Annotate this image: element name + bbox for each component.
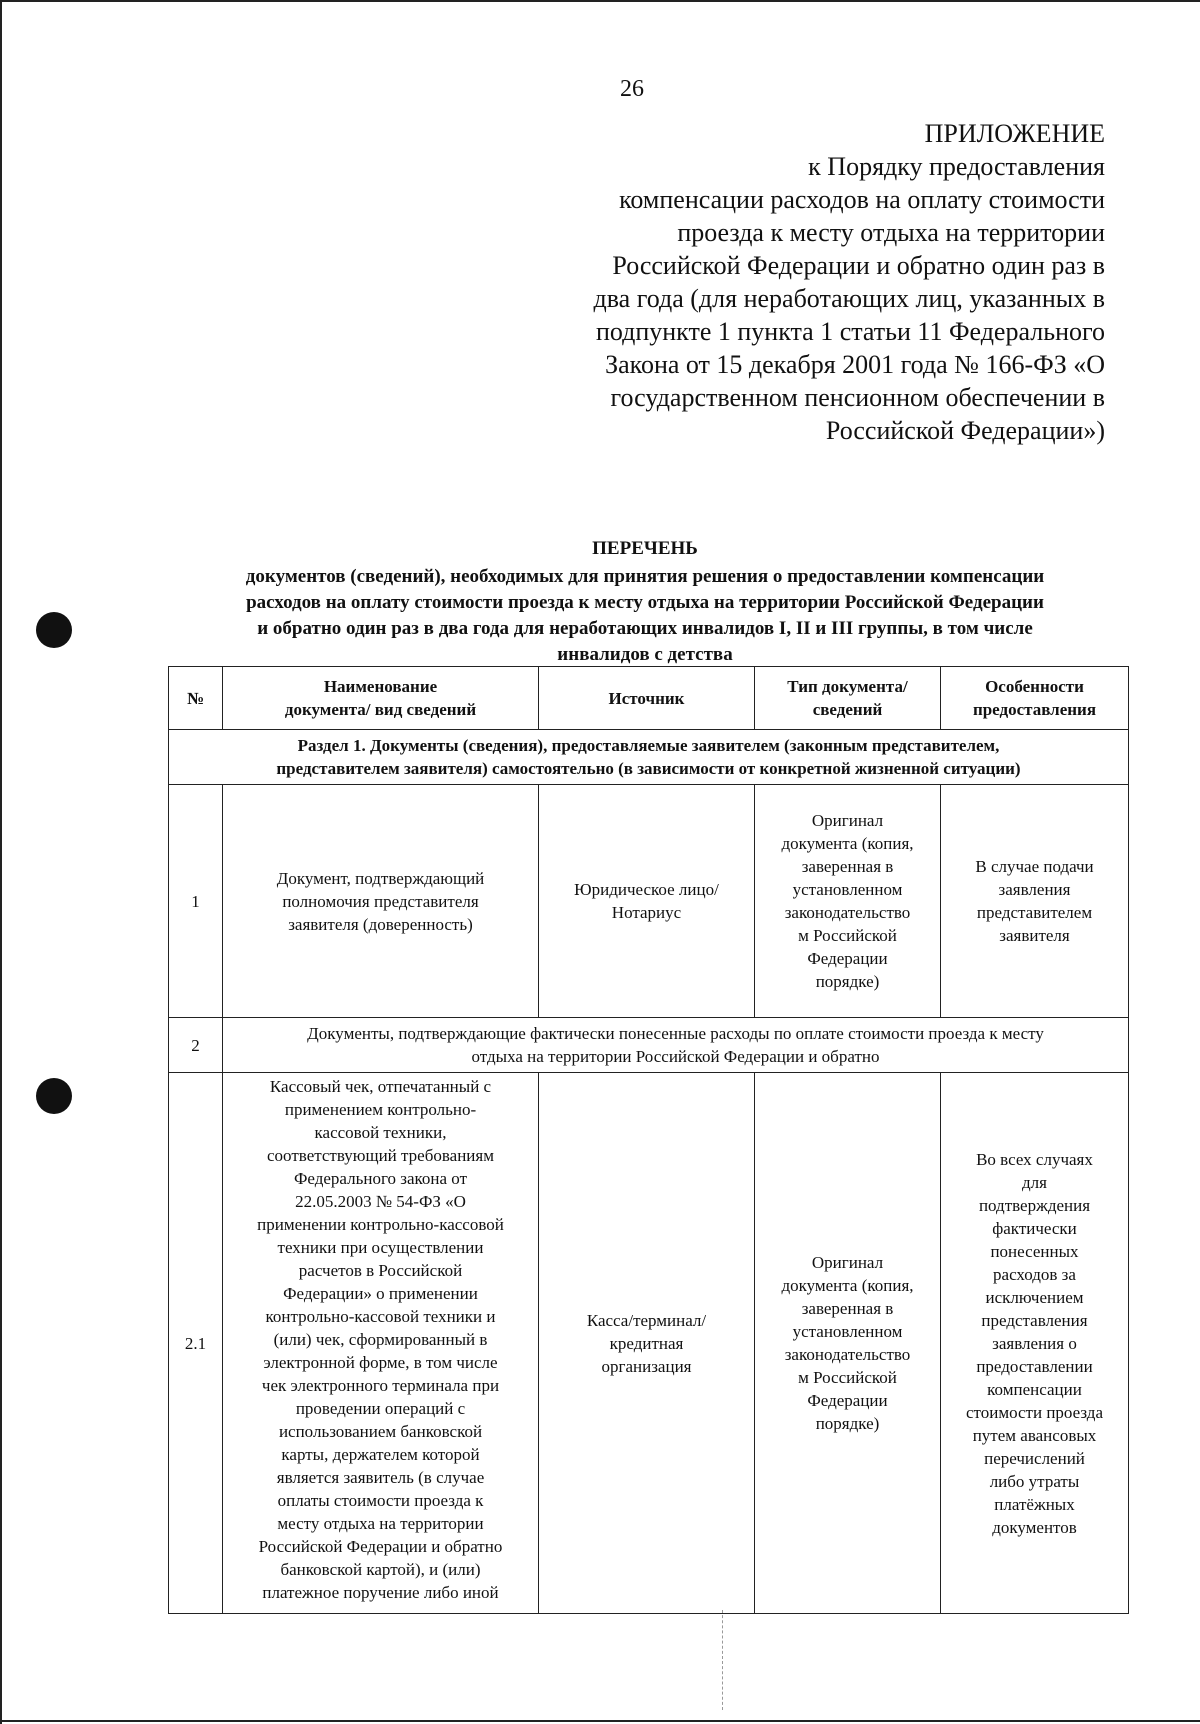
appendix-line: Российской Федерации и обратно один раз в xyxy=(612,251,1105,280)
list-subtitle-line: расходов на оплату стоимости проезда к месту отдыха на территории Российской Федерации xyxy=(246,592,1044,613)
section-1-line: Раздел 1. Документы (сведения), предоставляемые заявителем (законным представителем, xyxy=(297,736,1000,755)
appendix-line: Российской Федерации») xyxy=(825,416,1105,445)
list-subtitle-line: и обратно один раз в два года для неработающих инвалидов I, II и III группы, в том числе xyxy=(257,618,1033,639)
header-name-line: документа/ вид сведений xyxy=(284,700,477,719)
cell-line: документа (копия, xyxy=(781,1276,914,1295)
cell-line: Федерации xyxy=(807,1391,888,1410)
cell-line: понесенных xyxy=(990,1241,1079,1261)
section-1-title xyxy=(169,730,1129,785)
documents-table xyxy=(168,666,1129,1614)
cell-line: установленном xyxy=(792,880,903,899)
scan-artifact xyxy=(722,1610,723,1710)
cell-line: (или) чек, сформированный в xyxy=(273,1330,488,1349)
cell-line: банковской картой), и (или) xyxy=(280,1560,481,1579)
cell-line: Федерации» о применении xyxy=(283,1284,478,1303)
cell-line: предоставлении xyxy=(976,1356,1093,1376)
cell-line: заверенная в xyxy=(801,1299,894,1318)
cell-line: порядке) xyxy=(815,972,880,991)
header-source: Источник xyxy=(539,667,755,730)
appendix-line: компенсации расходов на оплату стоимости xyxy=(619,185,1105,214)
cell-line: организация xyxy=(601,1356,692,1376)
row-1-num: 1 xyxy=(169,785,223,1018)
cell-line: контрольно-кассовой техники и xyxy=(265,1307,496,1326)
cell-line: платежное поручение либо иной xyxy=(262,1583,499,1602)
list-subtitle-line: документов (сведений), необходимых для принятия решения о предоставлении компенсации xyxy=(245,566,1045,587)
cell-line: перечислений xyxy=(984,1448,1085,1468)
punch-hole xyxy=(36,612,72,648)
row-21-num: 2.1 xyxy=(169,1073,223,1614)
appendix-title: ПРИЛОЖЕНИЕ xyxy=(924,119,1105,148)
cell-line: полномочия представителя xyxy=(282,891,479,911)
table-row xyxy=(169,1073,1129,1614)
appendix-line: государственном пенсионном обеспечении в xyxy=(610,383,1105,412)
row-1-type xyxy=(755,785,941,1018)
cell-line: карты, держателем которой xyxy=(281,1445,480,1464)
cell-line: Кассовый чек, отпечатанный с xyxy=(269,1077,492,1096)
appendix-line: Закона от 15 декабря 2001 года № 166-ФЗ «О xyxy=(605,350,1105,379)
cell-line: является заявитель (в случае xyxy=(276,1468,485,1487)
table-row xyxy=(169,785,1129,1018)
cell-line: заявления о xyxy=(992,1333,1077,1353)
cell-line: Во всех случаях xyxy=(976,1149,1093,1169)
page-edge-top xyxy=(0,0,1200,2)
cell-line: документа (копия, xyxy=(781,834,914,853)
row-2-num: 2 xyxy=(169,1018,223,1073)
appendix-line: два года (для неработающих лиц, указанных в xyxy=(593,284,1105,313)
cell-line: Документы, подтверждающие фактически понесенные расходы по оплате стоимости проезда к месту xyxy=(307,1024,1044,1043)
row-1-name xyxy=(223,785,539,1018)
cell-line: Нотариус xyxy=(611,903,682,922)
cell-line: применении контрольно-кассовой xyxy=(257,1215,504,1234)
header-type-line: сведений xyxy=(812,700,883,719)
row-21-source xyxy=(539,1073,755,1614)
row-1-source xyxy=(539,785,755,1018)
cell-line: электронной форме, в том числе xyxy=(263,1353,498,1372)
list-subtitle-line: инвалидов с детства xyxy=(557,644,733,665)
appendix-line: к Порядку предоставления xyxy=(808,152,1105,181)
cell-line: заверенная в xyxy=(801,857,894,876)
row-21-features xyxy=(941,1073,1129,1614)
header-features-line: Особенности xyxy=(985,677,1084,696)
appendix-line: подпункте 1 пункта 1 статьи 11 Федерального xyxy=(595,317,1105,346)
appendix-line: проезда к месту отдыха на территории xyxy=(677,218,1105,247)
cell-line: использованием банковской xyxy=(278,1422,483,1441)
header-name-line: Наименование xyxy=(323,677,438,696)
table-header-row xyxy=(169,667,1129,730)
header-type xyxy=(755,667,941,730)
cell-line: платёжных xyxy=(994,1494,1075,1514)
header-features xyxy=(941,667,1129,730)
cell-line: для xyxy=(1022,1172,1047,1192)
cell-line: документов xyxy=(992,1517,1077,1537)
row-1-features xyxy=(941,785,1129,1018)
cell-line: проведении операций с xyxy=(295,1399,466,1418)
page-edge-left xyxy=(0,0,2,1724)
cell-line: Оригинал xyxy=(811,1253,884,1272)
cell-line: месту отдыха на территории xyxy=(277,1514,484,1533)
cell-line: заявителя xyxy=(999,926,1070,945)
cell-line: заявителя (доверенность) xyxy=(288,914,473,934)
cell-line: установленном xyxy=(792,1322,903,1341)
cell-line: расходов за xyxy=(993,1264,1076,1284)
cell-line: м Российской xyxy=(798,1368,897,1387)
cell-line: исключением xyxy=(985,1287,1084,1307)
cell-line: Федерального закона от xyxy=(293,1169,468,1188)
cell-line: Документ, подтверждающий xyxy=(276,868,485,888)
cell-line: Оригинал xyxy=(811,811,884,830)
cell-line: техники при осуществлении xyxy=(277,1238,484,1257)
section-1-line: представителем заявителя) самостоятельно (в зависимости от конкретной жизненной ситуации) xyxy=(276,759,1021,778)
page-edge-bottom xyxy=(0,1720,1200,1722)
list-title: ПЕРЕЧЕНЬ xyxy=(592,538,698,559)
punch-hole xyxy=(36,1078,72,1114)
cell-line: законодательство xyxy=(784,903,911,922)
cell-line: путем авансовых xyxy=(972,1425,1097,1445)
cell-line: Касса/терминал/ xyxy=(586,1310,707,1330)
cell-line: В случае подачи xyxy=(975,857,1094,876)
cell-line: представления xyxy=(981,1310,1088,1330)
cell-line: заявления xyxy=(998,880,1071,899)
header-features-line: предоставления xyxy=(972,700,1097,719)
cell-line: м Российской xyxy=(798,926,897,945)
header-type-line: Тип документа/ xyxy=(787,677,908,696)
cell-line: либо утраты xyxy=(989,1471,1080,1491)
header-name xyxy=(223,667,539,730)
cell-line: порядке) xyxy=(815,1414,880,1433)
cell-line: применением контрольно- xyxy=(284,1100,477,1119)
row-21-name xyxy=(223,1073,539,1614)
cell-line: отдыха на территории Российской Федерации и обратно xyxy=(471,1047,880,1066)
section-row xyxy=(169,730,1129,785)
cell-line: кассовой техники, xyxy=(314,1123,447,1142)
cell-line: расчетов в Российской xyxy=(298,1261,463,1280)
cell-line: кредитная xyxy=(609,1333,684,1353)
cell-line: стоимости проезда xyxy=(965,1402,1103,1422)
header-num: № xyxy=(169,667,223,730)
cell-line: Юридическое лицо/ xyxy=(574,880,719,899)
cell-line: чек электронного терминала при xyxy=(261,1376,500,1395)
cell-line: соответствующий требованиям xyxy=(267,1146,494,1165)
cell-line: оплаты стоимости проезда к xyxy=(277,1491,484,1510)
cell-line: законодательство xyxy=(784,1345,911,1364)
cell-line: представителем xyxy=(976,903,1093,922)
appendix-block xyxy=(505,117,1105,447)
row-21-type xyxy=(755,1073,941,1614)
row-2-text xyxy=(223,1018,1129,1073)
cell-line: Федерации xyxy=(807,949,888,968)
cell-line: фактически xyxy=(992,1218,1077,1238)
cell-line: компенсации xyxy=(987,1379,1082,1399)
list-subtitle xyxy=(160,564,1130,668)
cell-line: Российской Федерации и обратно xyxy=(258,1537,503,1556)
table-row xyxy=(169,1018,1129,1073)
cell-line: подтверждения xyxy=(978,1195,1091,1215)
page-number: 26 xyxy=(620,76,644,102)
cell-line: 22.05.2003 № 54-ФЗ «О xyxy=(295,1192,466,1211)
